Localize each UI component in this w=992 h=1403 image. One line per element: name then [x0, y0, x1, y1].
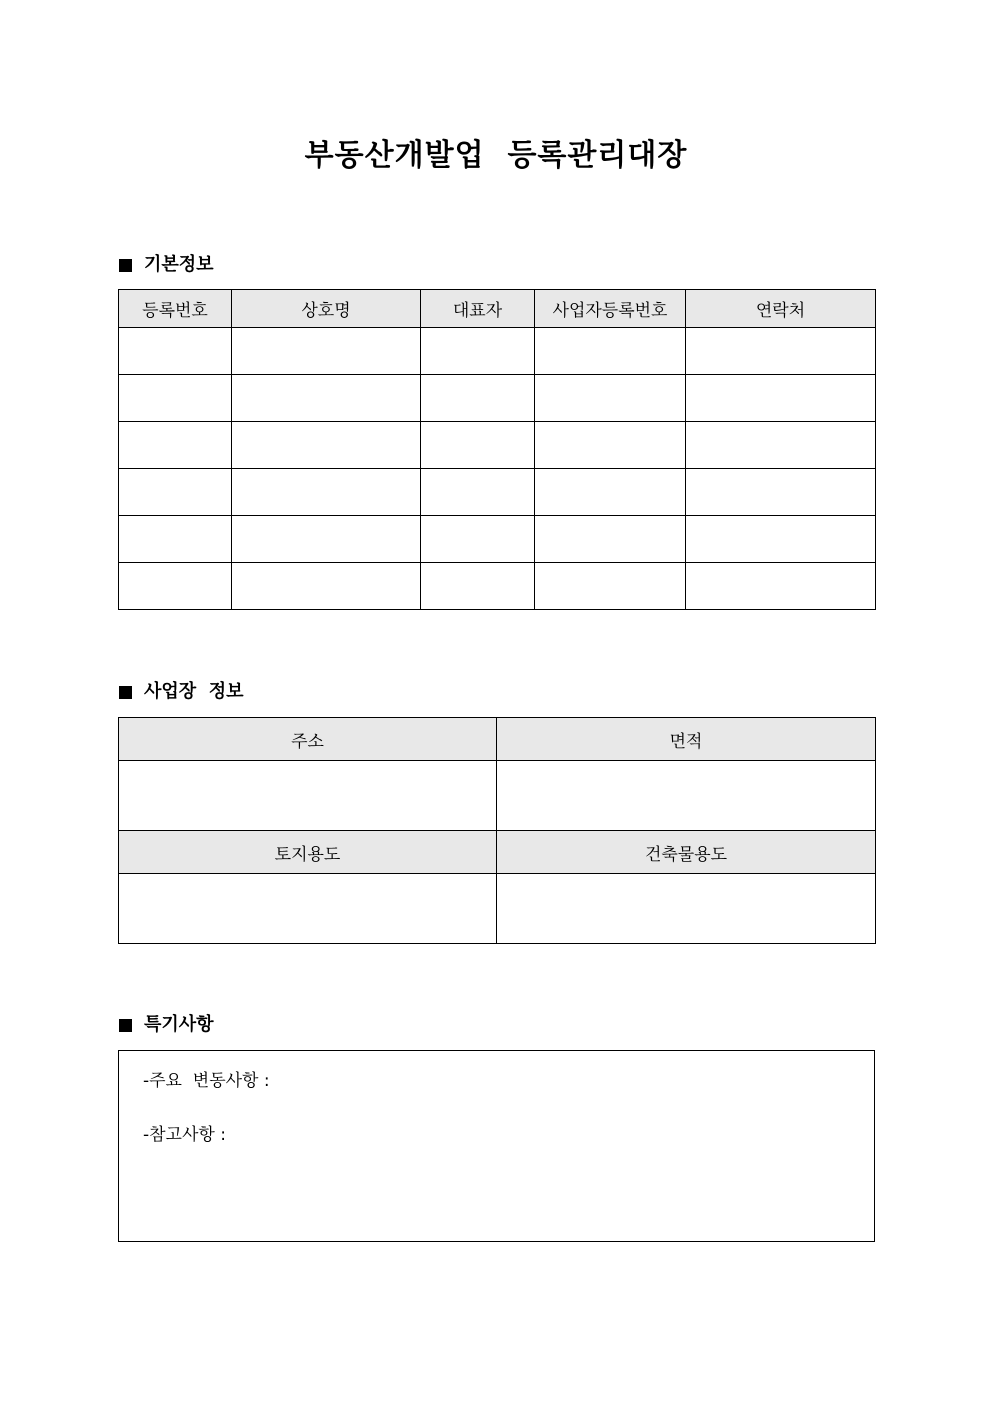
address-label: 주소: [119, 718, 497, 761]
table-cell[interactable]: [421, 516, 535, 563]
basic-info-table: [118, 289, 876, 610]
table-cell[interactable]: [421, 469, 535, 516]
area-label: 면적: [497, 718, 876, 761]
table-cell[interactable]: [686, 328, 876, 375]
table-row: [119, 563, 876, 610]
square-bullet-icon: [119, 259, 132, 272]
table-cell[interactable]: [119, 563, 232, 610]
table-row: [119, 874, 876, 944]
column-header-registration-number: 등록번호: [119, 290, 232, 328]
address-cell[interactable]: [119, 761, 497, 831]
table-cell[interactable]: [119, 516, 232, 563]
table-cell[interactable]: [686, 563, 876, 610]
site-info-heading: [119, 681, 243, 703]
table-cell[interactable]: [421, 563, 535, 610]
table-cell[interactable]: [421, 328, 535, 375]
reference-label: -참고사항 :: [143, 1125, 226, 1145]
table-row: [119, 469, 876, 516]
table-row: [119, 328, 876, 375]
table-cell[interactable]: [232, 375, 421, 422]
table-cell[interactable]: [686, 469, 876, 516]
table-cell[interactable]: [535, 375, 686, 422]
table-cell[interactable]: [232, 469, 421, 516]
building-use-cell[interactable]: [497, 874, 876, 944]
table-row: [119, 422, 876, 469]
column-header-contact: 연락처: [686, 290, 876, 328]
basic-info-heading-label: 기본정보: [144, 254, 214, 275]
table-cell[interactable]: [119, 328, 232, 375]
table-cell[interactable]: [535, 469, 686, 516]
remarks-heading-label: 특기사항: [144, 1014, 214, 1035]
table-cell[interactable]: [535, 328, 686, 375]
table-cell[interactable]: [232, 516, 421, 563]
table-cell[interactable]: [421, 375, 535, 422]
area-cell[interactable]: [497, 761, 876, 831]
remarks-heading: [119, 1014, 214, 1036]
table-cell[interactable]: [535, 422, 686, 469]
table-row: [119, 375, 876, 422]
land-use-cell[interactable]: [119, 874, 497, 944]
table-cell[interactable]: [119, 375, 232, 422]
table-cell[interactable]: [119, 469, 232, 516]
table-cell[interactable]: [686, 516, 876, 563]
table-row: [119, 516, 876, 563]
table-cell[interactable]: [119, 422, 232, 469]
square-bullet-icon: [119, 1019, 132, 1032]
table-cell[interactable]: [232, 328, 421, 375]
table-cell[interactable]: [686, 422, 876, 469]
building-use-label: 건축물용도: [497, 831, 876, 874]
table-cell[interactable]: [686, 375, 876, 422]
document-title: 부동산개발업 등록관리대장: [304, 138, 688, 173]
table-cell[interactable]: [535, 563, 686, 610]
column-header-business-registration-number: 사업자등록번호: [535, 290, 686, 328]
site-info-table: [118, 717, 876, 944]
major-changes-label: -주요 변동사항 :: [143, 1071, 270, 1091]
table-row: [119, 761, 876, 831]
table-header-row: [119, 831, 876, 874]
table-header-row: [119, 290, 876, 328]
table-header-row: [119, 718, 876, 761]
square-bullet-icon: [119, 686, 132, 699]
site-info-heading-label: 사업장 정보: [144, 681, 244, 702]
basic-info-heading: [119, 254, 214, 276]
table-cell[interactable]: [232, 422, 421, 469]
land-use-label: 토지용도: [119, 831, 497, 874]
column-header-representative: 대표자: [421, 290, 535, 328]
column-header-company-name: 상호명: [232, 290, 421, 328]
table-cell[interactable]: [535, 516, 686, 563]
table-cell[interactable]: [421, 422, 535, 469]
remarks-box[interactable]: [118, 1050, 875, 1242]
table-cell[interactable]: [232, 563, 421, 610]
